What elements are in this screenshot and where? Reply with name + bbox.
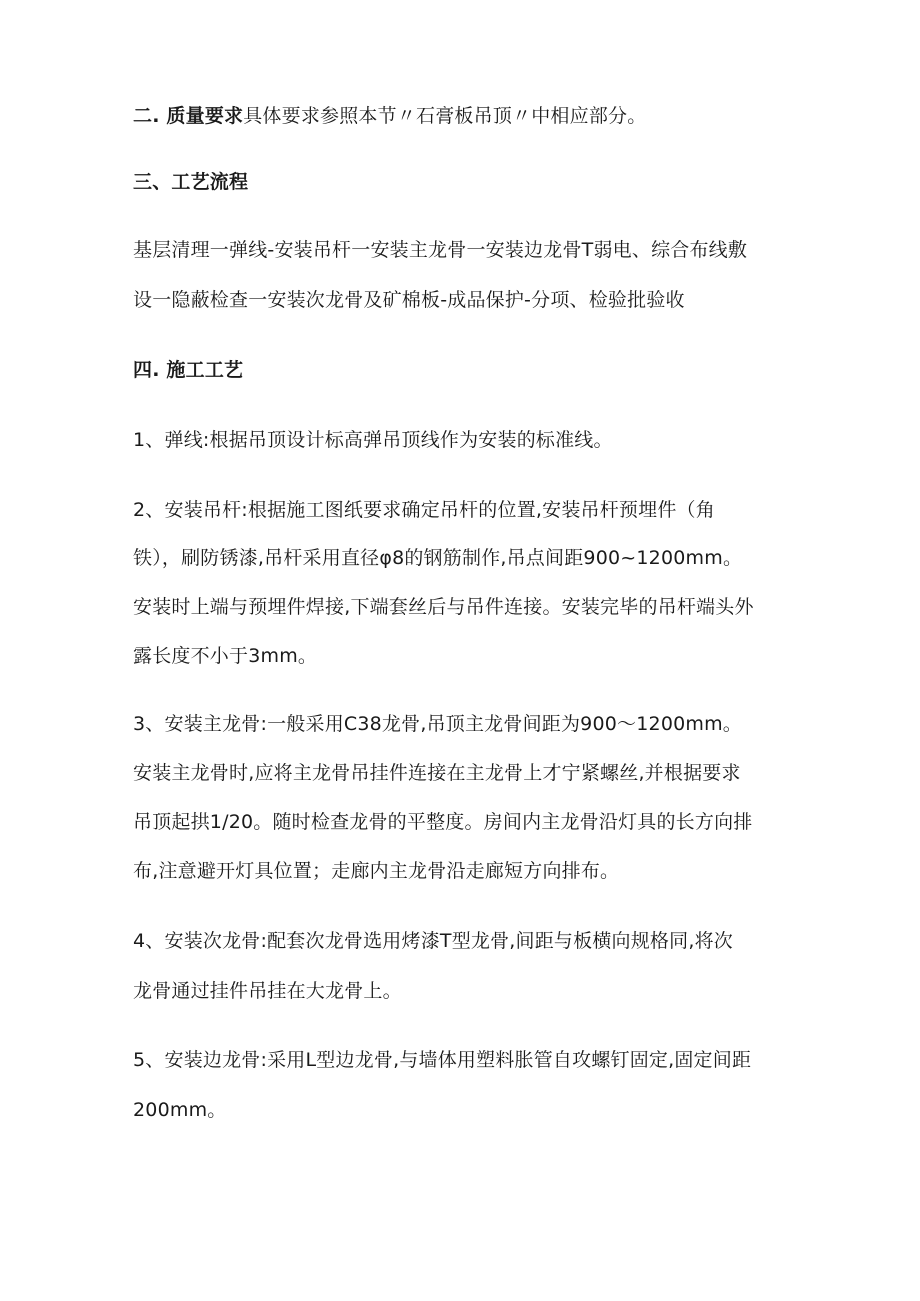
process-line: 设一隐蔽检查一安装次龙骨及矿棉板-成品保护-分项、检验批验收 — [133, 289, 685, 311]
item-2-line: 安装时上端与预埋件焊接,下端套丝后与吊件连接。安装完毕的吊杆端头外 — [133, 596, 754, 618]
process-heading: 三、工艺流程 — [133, 171, 249, 193]
item-5-line: 5、安装边龙骨:采用L型边龙骨,与墙体用塑料胀管自攻螺钉固定,固定间距 — [133, 1049, 752, 1071]
item-3-line: 吊顶起拱1/20。随时检查龙骨的平整度。房间内主龙骨沿灯具的长方向排 — [133, 811, 753, 833]
item-2-line: 2、安装吊杆:根据施工图纸要求确定吊杆的位置,安装吊杆预埋件（角 — [133, 499, 715, 521]
quality-text: 具体要求参照本节〃石膏板吊顶〃中相应部分。 — [243, 105, 647, 127]
item-2-line: 露长度不小于3mm。 — [133, 645, 318, 667]
construction-heading: 四. 施工工艺 — [133, 359, 244, 381]
quality-paragraph — [133, 102, 803, 130]
item-3-line: 布,注意避开灯具位置；走廊内主龙骨沿走廊短方向排布。 — [133, 860, 620, 882]
item-3-line: 安装主龙骨时,应将主龙骨吊挂件连接在主龙骨上才宁紧螺丝,并根据要求 — [133, 762, 741, 784]
item-1-line: 1、弹线:根据吊顶设计标高弹吊顶线作为安装的标准线。 — [133, 429, 613, 451]
item-4-line: 龙骨通过挂件吊挂在大龙骨上。 — [133, 980, 402, 1002]
process-line: 基层清理一弹线-安装吊杆一安装主龙骨一安装边龙骨T弱电、综合布线敷 — [133, 239, 748, 261]
quality-heading: 二. 质量要求 — [133, 105, 244, 127]
item-5-line: 200mm。 — [133, 1099, 227, 1121]
item-3-line: 3、安装主龙骨:一般采用C38龙骨,吊顶主龙骨间距为900～1200mm。 — [133, 713, 743, 735]
item-2-line: 铁），刷防锈漆,吊杆采用直径φ8的钢筋制作,吊点间距900~1200mm。 — [133, 547, 743, 569]
item-4-line: 4、安装次龙骨:配套次龙骨选用烤漆T型龙骨,间距与板横向规格同,将次 — [133, 930, 733, 952]
